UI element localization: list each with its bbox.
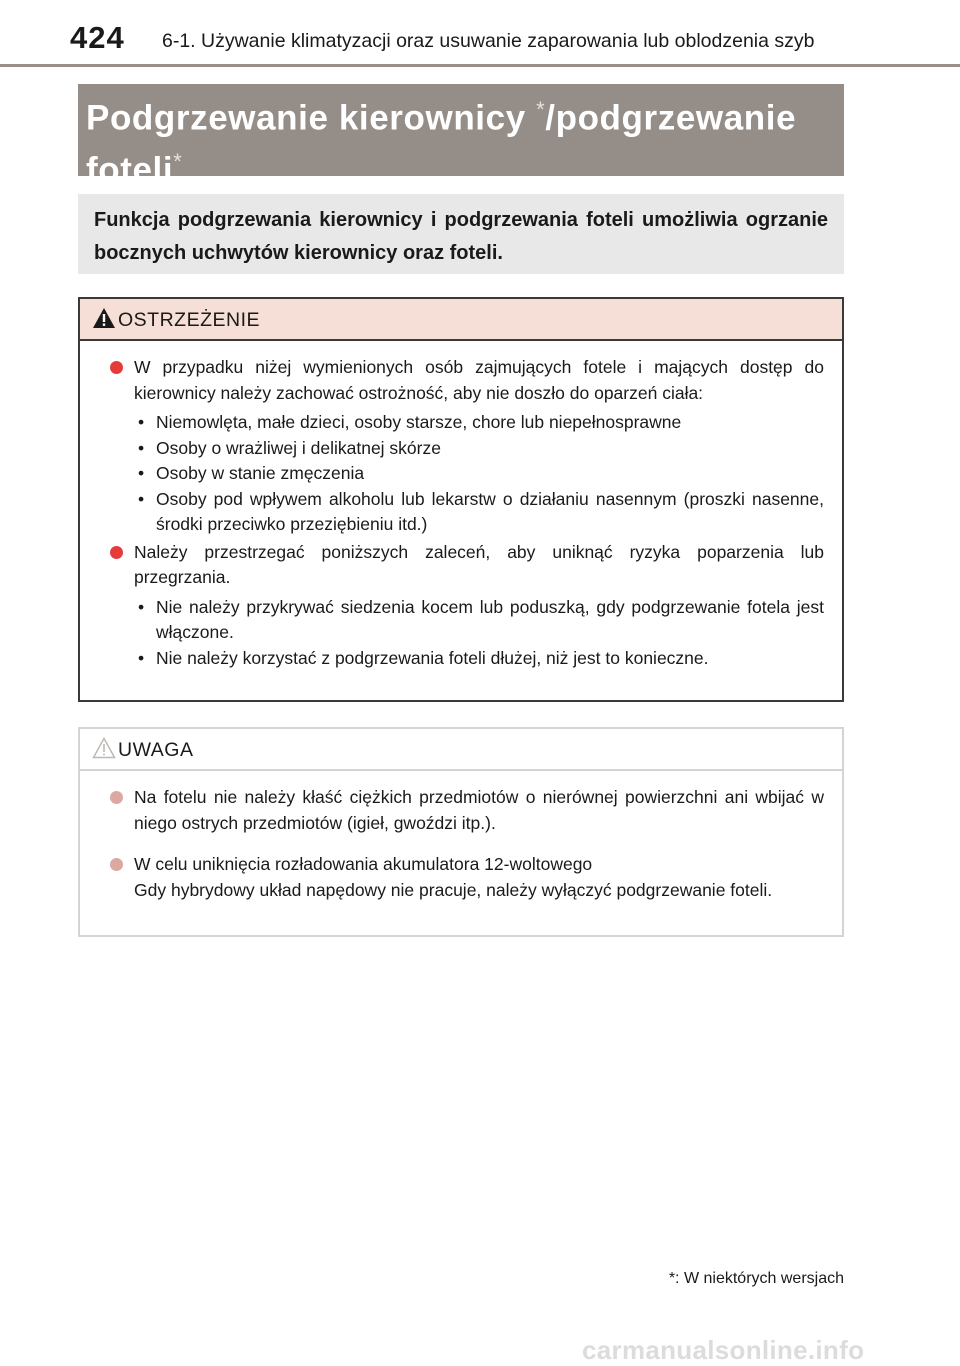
header-divider — [0, 64, 960, 67]
warning-subitem: • Niemowlęta, małe dzieci, osoby starsze, chore lub niepełnosprawne — [134, 410, 824, 436]
section-title-part2: /podgrzewanie — [545, 98, 797, 138]
caution-item — [108, 852, 824, 903]
caution-heading: UWAGA — [118, 739, 194, 761]
bullet-dot — [110, 858, 123, 871]
section-title-part3: foteli — [86, 150, 174, 190]
intro-text: Funkcja podgrzewania kierownicy i podgrzewania foteli umożliwia ogrzanie bocznych uchwytów kierownicy oraz foteli. — [94, 209, 828, 264]
caution-header — [80, 729, 842, 771]
warning-sublist — [108, 595, 824, 672]
warning-subitem: • Nie należy korzystać z podgrzewania foteli dłużej, niż jest to konieczne. — [134, 646, 824, 672]
bullet-dot — [110, 791, 123, 804]
warning-triangle-icon — [92, 307, 116, 329]
warning-item — [108, 355, 824, 406]
warning-heading: OSTRZEŻENIE — [118, 309, 261, 331]
footnote-mark: * — [536, 97, 546, 122]
page-number: 424 — [70, 20, 125, 55]
section-title — [86, 88, 844, 191]
footnote: *: W niektórych wersjach — [668, 1270, 844, 1287]
warning-header — [80, 299, 842, 341]
chapter-title: 6-1. Używanie klimatyzacji oraz usuwanie zaparowania lub oblodzenia szyb — [162, 30, 815, 52]
warning-item-text: W przypadku niżej wymienionych osób zajmujących fotele i mających dostęp do kierownicy należy zachować ostrożność, aby nie doszło do oparzeń ciała: — [134, 357, 824, 403]
warning-subitem: • Osoby o wrażliwej i delikatnej skórze — [134, 436, 824, 462]
caution-item-text: W celu uniknięcia rozładowania akumulatora 12-woltowego — [134, 854, 593, 874]
caution-box — [78, 727, 844, 937]
caution-item — [108, 785, 824, 836]
warning-box — [78, 297, 844, 702]
bullet-dot — [110, 361, 123, 374]
warning-item — [108, 540, 824, 591]
caution-triangle-icon — [92, 737, 116, 759]
caution-body — [80, 771, 842, 903]
warning-item-text: Należy przestrzegać poniższych zaleceń, aby uniknąć ryzyka poparzenia lub przegrzania. — [134, 541, 824, 587]
page-header — [0, 0, 960, 70]
intro-box — [78, 194, 844, 274]
warning-subitem: • Osoby pod wpływem alkoholu lub lekarstw o działaniu nasennym (proszki nasenne, środki przeciwko przeziębieniu itd.) — [134, 487, 824, 538]
section-title-part1: Podgrzewanie kierownicy — [86, 98, 526, 138]
warning-sublist — [108, 410, 824, 538]
warning-body — [80, 341, 842, 671]
section-title-band — [78, 84, 844, 190]
warning-subitem: • Osoby w stanie zmęczenia — [134, 461, 824, 487]
watermark: carmanualsonline.info — [582, 1335, 865, 1365]
warning-subitem: • Nie należy przykrywać siedzenia kocem lub poduszką, gdy podgrzewanie fotela jest włączone. — [134, 595, 824, 646]
footnote-mark: * — [173, 148, 183, 174]
caution-item-text: Na fotelu nie należy kłaść ciężkich przedmiotów o nierównej powierzchni ani wbijać w niego ostrych przedmiotów (igieł, gwoździ itp.). — [134, 787, 824, 833]
caution-item-text: Gdy hybrydowy układ napędowy nie pracuje, należy wyłączyć podgrzewanie foteli. — [134, 879, 773, 900]
bullet-dot — [110, 546, 123, 559]
